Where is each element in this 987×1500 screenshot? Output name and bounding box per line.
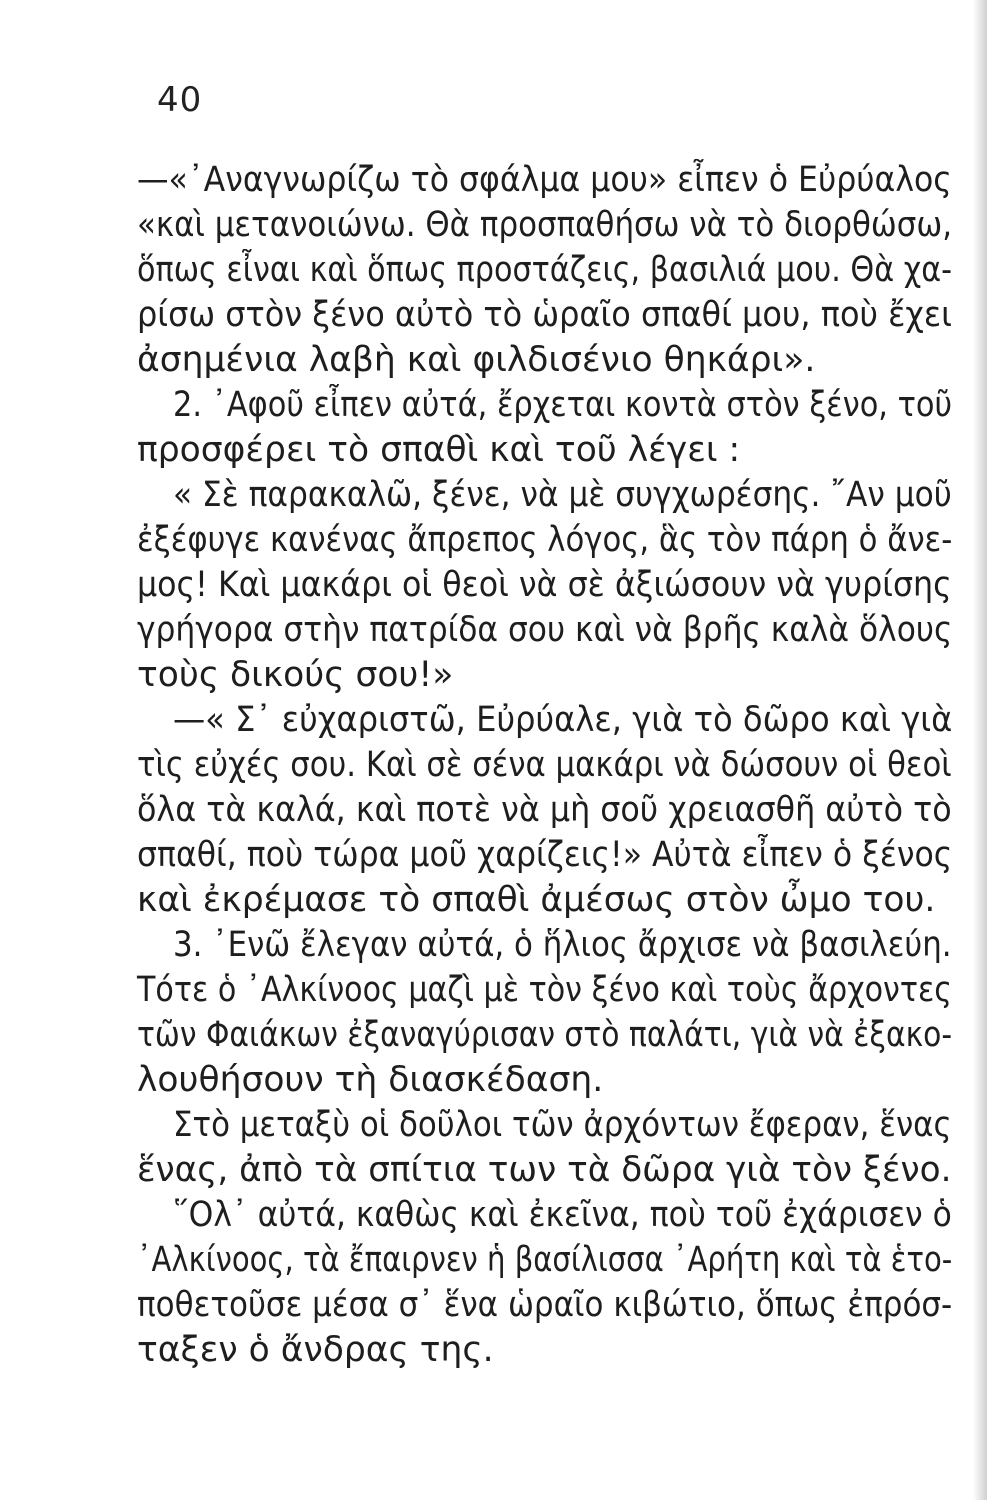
text-line: 3. ᾿Ενῶ ἔλεγαν αὐτά, ὁ ἥλιος ἄρχισε νὰ βασιλεύη. — [173, 925, 952, 965]
text-line: «καὶ μετανοιώνω. Θὰ προσπαθήσω νὰ τὸ διορθώσω, — [137, 205, 953, 245]
text-line: ποθετοῦσε μέσα σ᾿ ἕνα ὡραῖο κιβώτιο, ὅπως ἐπρόσ- — [137, 1285, 953, 1325]
text-line: 2. ᾿Αφοῦ εἶπεν αὐτά, ἔρχεται κοντὰ στὸν ξένο, τοῦ — [173, 385, 953, 425]
text-line: ἀσημένια λαβὴ καὶ φιλδισένιο θηκάρι». — [137, 340, 816, 380]
text-line: Στὸ μεταξὺ οἱ δοῦλοι τῶν ἀρχόντων ἔφεραν, ἕνας — [173, 1105, 952, 1145]
text-line: τῶν Φαιάκων ἐξαναγύρισαν στὸ παλάτι, γιὰ νὰ ἐξακο- — [137, 1015, 953, 1055]
text-line: —« Σ᾿ εὐχαριστῶ, Εὐρύαλε, γιὰ τὸ δῶρο καὶ γιὰ — [173, 700, 953, 740]
text-line: Τότε ὁ ᾿Αλκίνοος μαζὶ μὲ τὸν ξένο καὶ τοὺς ἄρχοντες — [137, 970, 953, 1010]
text-line: σπαθί, ποὺ τώρα μοῦ χαρίζεις!» Αὐτὰ εἶπεν ὁ ξένος — [137, 835, 953, 875]
text-line: προσφέρει τὸ σπαθὶ καὶ τοῦ λέγει : — [137, 430, 741, 470]
text-line: ὅπως εἶναι καὶ ὅπως προστάζεις, βασιλιά μου. Θὰ χα- — [137, 250, 953, 290]
text-line: ἕνας, ἀπὸ τὰ σπίτια των τὰ δῶρα γιὰ τὸν ξένο. — [137, 1150, 952, 1190]
text-line: τὶς εὐχές σου. Καὶ σὲ σένα μακάρι νὰ δώσουν οἱ θεοὶ — [137, 745, 952, 785]
text-line: γρήγορα στὴν πατρίδα σου καὶ νὰ βρῆς καλὰ ὅλους — [137, 610, 953, 650]
page-edge-shadow — [973, 0, 987, 1500]
text-line: καὶ ἐκρέμασε τὸ σπαθὶ ἀμέσως στὸν ὦμο του. — [137, 880, 936, 920]
page-number: 40 — [157, 80, 203, 120]
text-line: ὅλα τὰ καλά, καὶ ποτὲ νὰ μὴ σοῦ χρειασθῆ αὐτὸ τὸ — [137, 790, 952, 830]
text-line: ταξεν ὁ ἄνδρας της. — [137, 1330, 494, 1370]
text-line: ῞Ολ᾿ αὐτά, καθὼς καὶ ἐκεῖνα, ποὺ τοῦ ἐχάρισεν ὁ — [173, 1195, 952, 1235]
text-line: ἐξέφυγε κανένας ἄπρεπος λόγος, ἃς τὸν πάρη ὁ ἄνε- — [137, 520, 953, 560]
text-line: —«᾿Αναγνωρίζω τὸ σφάλμα μου» εἶπεν ὁ Εὐρύαλος — [137, 160, 952, 200]
text-line: μος! Καὶ μακάρι οἱ θεοὶ νὰ σὲ ἀξιώσουν νὰ γυρίσης — [137, 565, 952, 605]
text-line: λουθήσουν τὴ διασκέδαση. — [137, 1060, 604, 1100]
text-line: ρίσω στὸν ξένο αὐτὸ τὸ ὡραῖο σπαθί μου, ποὺ ἔχει — [137, 295, 952, 335]
text-line: « Σὲ παρακαλῶ, ξένε, νὰ μὲ συγχωρέσης. ῎Αν μοῦ — [173, 475, 952, 515]
text-line: τοὺς δικούς σου!» — [137, 655, 454, 695]
text-line: ᾿Αλκίνοος, τὰ ἔπαιρνεν ἡ βασίλισσα ᾿Αρήτη καὶ τὰ ἑτο- — [137, 1240, 953, 1280]
